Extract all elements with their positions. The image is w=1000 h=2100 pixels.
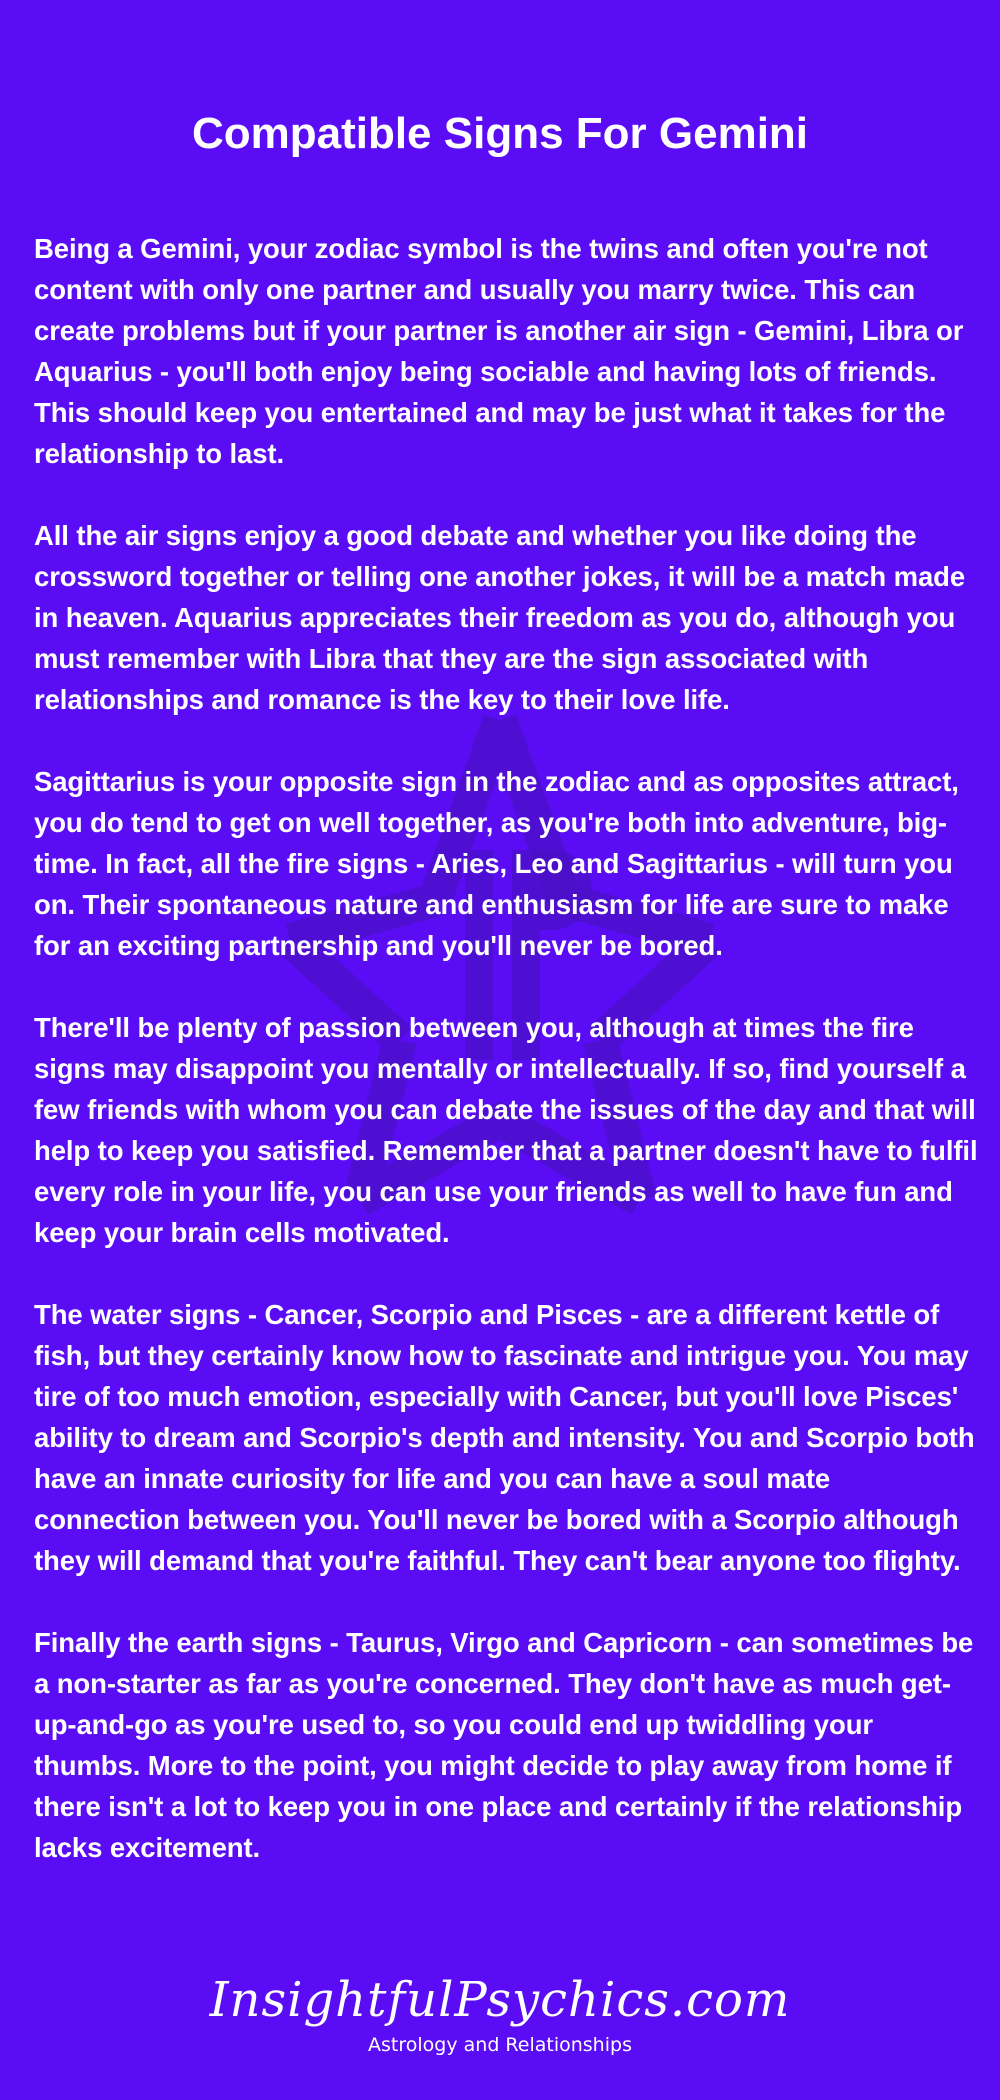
- paragraph-air-signs-intro: Being a Gemini, your zodiac symbol is the twins and often you're not content with only one partner and usually you marry twice. This can create problems but if your partner is another air sign - Gemini, Libra or Aquarius - you'll both enjoy being sociable and having lots of friends. This should keep you entertained and may be just what it takes for the relationship to last.: [34, 233, 964, 469]
- paragraph-fire-signs-passion: There'll be plenty of passion between you, although at times the fire signs may disappoint you mentally or intellectually. If so, find yourself a few friends with whom you can debate the issues of the day and that will help to keep you satisfied. Remember that a partner doesn't have to fulfil every role in your life, you can use your friends as well to have fun and keep your brain cells motivated.: [34, 1012, 978, 1248]
- article-body: [34, 228, 979, 1909]
- paragraph-earth-signs: Finally the earth signs - Taurus, Virgo and Capricorn - can sometimes be a non-starter as far as you're concerned. They don't have as much get-up-and-go as you're used to, so you could end up twiddling your thumbs. More to the point, you might decide to play away from home if there isn't a lot to keep you in one place and certainly if the relationship lacks excitement.: [34, 1627, 974, 1863]
- paragraph-air-signs-debate: All the air signs enjoy a good debate and whether you like doing the crossword together or telling one another jokes, it will be a match made in heaven. Aquarius appreciates their freedom as you do, although you must remember with Libra that they are the sign associated with relationships and romance is the key to their love life.: [34, 520, 966, 715]
- page-title: Compatible Signs For Gemini: [191, 109, 809, 158]
- brand-logo-text: InsightfulPsychics.com: [209, 1972, 791, 2028]
- paragraph-fire-signs: Sagittarius is your opposite sign in the zodiac and as opposites attract, you do tend to get on well together, as you're both into adventure, big-time. In fact, all the fire signs - Aries, Leo and Sagittarius - will turn you on. Their spontaneous nature and enthusiasm for life are sure to make for an exciting partnership and you'll never be bored.: [34, 766, 959, 961]
- brand-tagline: Astrology and Relationships: [368, 2034, 632, 2056]
- paragraph-water-signs: The water signs - Cancer, Scorpio and Pisces - are a different kettle of fish, but they certainly know how to fascinate and intrigue you. You may tire of too much emotion, especially with Cancer, but you'll love Pisces' ability to dream and Scorpio's depth and intensity. You and Scorpio both have an innate curiosity for life and you can have a soul mate connection between you. You'll never be bored with a Scorpio although they will demand that you're faithful. They can't bear anyone too flighty.: [34, 1299, 975, 1576]
- footer: [0, 1970, 1000, 2058]
